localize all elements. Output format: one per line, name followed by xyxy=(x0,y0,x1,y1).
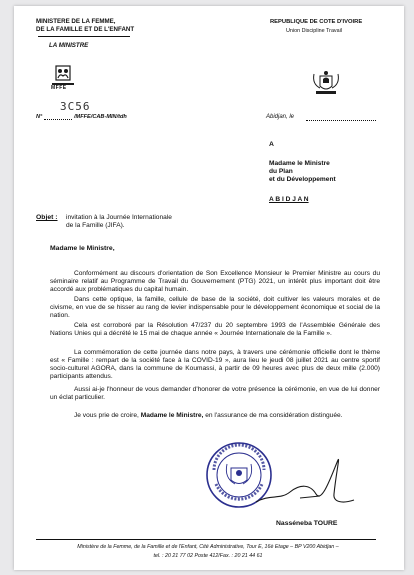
objet-text xyxy=(66,214,172,230)
objet-label: Objet : xyxy=(36,214,58,221)
ministry-name-line2: DE LA FAMILLE ET DE L'ENFANT xyxy=(36,26,135,33)
date-line-label: Abidjan, le xyxy=(266,114,295,120)
ministry-name-line1: MINISTERE DE LA FEMME, xyxy=(36,18,116,25)
paragraph-2: Dans cette optique, la famille, cellule de base de la société, doit cultiver les valeurs morales et de civisme, en vue de se hisser au rang de levier indispensable pour le développement économique et social de la nation. xyxy=(50,296,380,320)
ref-suffix: /MFFE/CAB-MIN/tdh xyxy=(74,114,127,120)
paragraph-5: Aussi ai-je l'honneur de vous demander d'honorer de votre présence la cérémonie, en vue de lui donner un éclat particulier. xyxy=(50,386,380,402)
footer-line1: Ministère de la Femme, de la Famille et de l'Enfant, Cité Administrative, Tour E, 16è Etage – BP V200 Abidjan – xyxy=(77,544,339,550)
republic-name: REPUBLIQUE DE COTE D'IVOIRE xyxy=(270,19,363,25)
logo-caption: MFFE xyxy=(51,85,67,91)
coat-of-arms-emblem xyxy=(310,70,342,98)
recipient-line2: du Plan xyxy=(269,168,293,175)
header-divider xyxy=(38,36,130,37)
handwritten-signature xyxy=(250,454,360,514)
la-ministre-label: LA MINISTRE xyxy=(49,42,89,49)
objet-text-line1: invitation à la Journée Internationale xyxy=(66,214,172,221)
recipient-block xyxy=(269,160,336,184)
closing-before: Je vous prie de croire, xyxy=(74,412,139,419)
ministry-logo xyxy=(48,64,78,96)
paragraph-1: Conformément au discours d'orientation de Son Excellence Monsieur le Premier Ministre au cours du séminaire relatif au Programme de Travail du Gouvernement (PTG) 2021, un intérêt plus important doit être accordé aux problématiques du capital humain. xyxy=(50,270,380,294)
objet-text-line2: de la Famille (JIFA). xyxy=(66,222,125,229)
signatory-name: Nasséneba TOURE xyxy=(276,520,338,527)
salutation: Madame le Ministre, xyxy=(50,245,115,252)
footer-divider xyxy=(36,539,376,540)
recipient-line3: et du Développement xyxy=(269,176,336,183)
paragraph-4: La commémoration de cette journée dans notre pays, à travers une cérémonie officielle dont le thème est « Famille : rempart de la société face à la COVID-19 », aura lieu le jeudi 08 juillet 2021 au centre sportif socio-culturel AGORA, dans la commune de Koumassi, à partir de 09 heures avec plus de deux mille (2.000) participants attendus. xyxy=(50,349,380,381)
recipient-line1: Madame le Ministre xyxy=(269,160,330,167)
ref-prefix: N° xyxy=(36,114,43,120)
handwritten-ref-number: 3C56 xyxy=(60,100,91,113)
date-dotted-line xyxy=(306,120,376,121)
letter-page xyxy=(14,6,404,570)
paragraph-3: Cela est corroboré par la Résolution 47/237 du 20 septembre 1993 de l'Assemblée Générale des Nations Unies qui a décrété le 15 mai de chaque année « Journée Internationale de la Famille ». xyxy=(50,322,380,338)
closing-after: en l'assurance de ma considération distinguée. xyxy=(205,412,343,419)
footer-line2: tel. : 20 21 77 02 Poste 412/Fax. : 20 21 44 61 xyxy=(153,552,263,559)
republic-motto: Union Discipline Travail xyxy=(286,28,343,34)
footer xyxy=(28,543,388,560)
recipient-city: A B I D J A N xyxy=(269,196,309,203)
recipient-a: A xyxy=(269,141,274,148)
paragraph-6 xyxy=(50,412,380,420)
closing-bold: Madame le Ministre, xyxy=(140,412,204,419)
ref-dotted-line xyxy=(44,119,72,120)
